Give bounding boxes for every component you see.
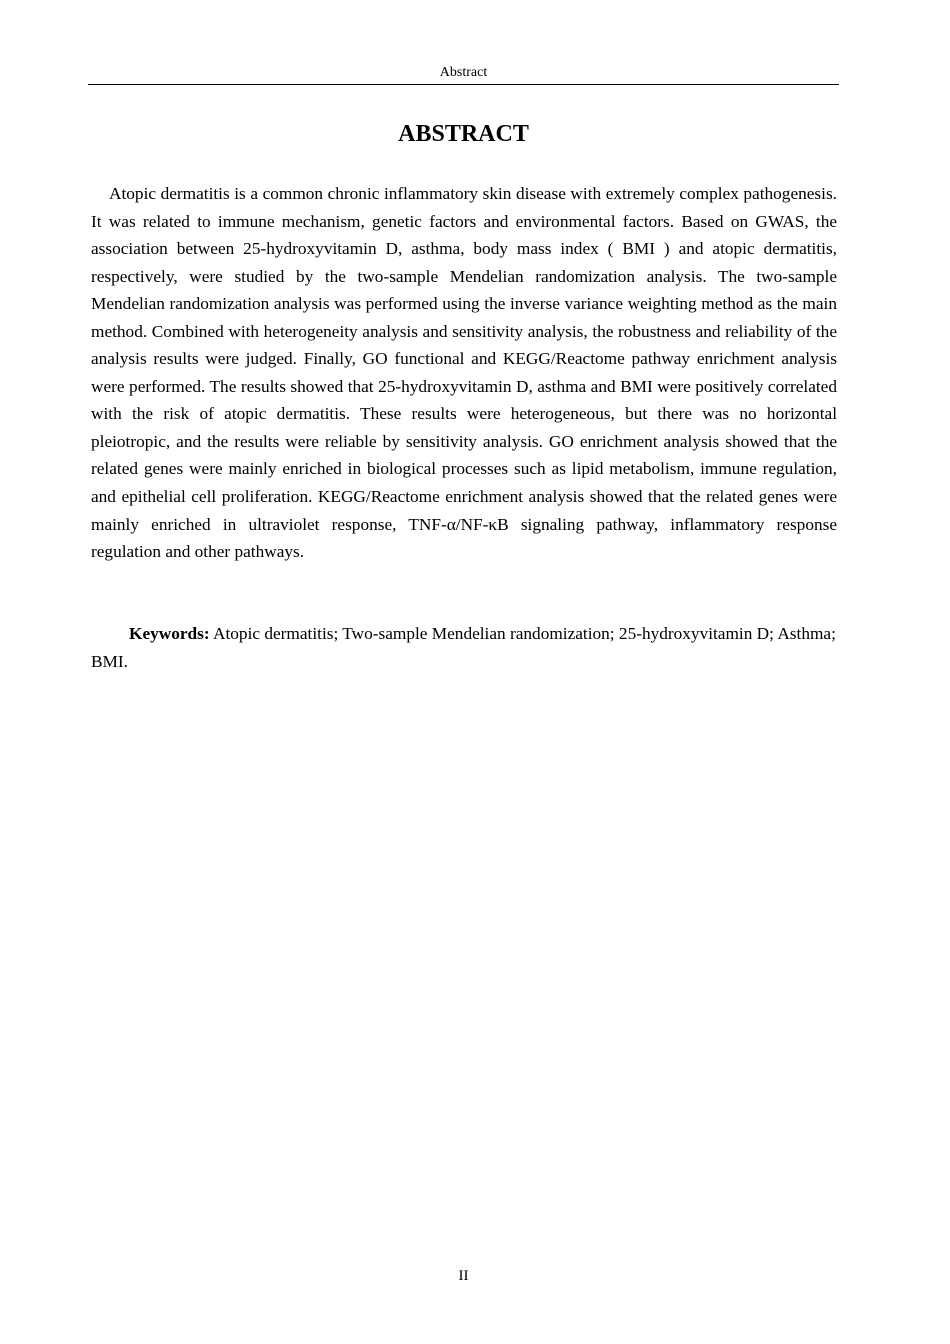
keywords-text: Atopic dermatitis; Two-sample Mendelian randomization; 25-hydroxyvitamin D; Asthma; BMI.	[91, 624, 836, 671]
page-number: II	[458, 1268, 469, 1284]
header-rule	[88, 84, 839, 85]
abstract-body: Atopic dermatitis is a common chronic inflammatory skin disease with extremely complex pathogenesis. It was related to immune mechanism, genetic factors and environmental factors. Based on GWAS, the association between 25-hydroxyvitamin D, asthma, body mass index ( BMI ) and atopic dermatitis, respectively, were studied by the two-sample Mendelian randomization analysis. The two-sample Mendelian randomization analysis was performed using the inverse variance weighting method as the main method. Combined with heterogeneity analysis and sensitivity analysis, the robustness and reliability of the analysis results were judged. Finally, GO functional and KEGG/Reactome pathway enrichment analysis were performed. The results showed that 25-hydroxyvitamin D, asthma and BMI were positively correlated with the risk of atopic dermatitis. These results were heterogeneous, but there was no horizontal pleiotropic, and the results were reliable by sensitivity analysis. GO enrichment analysis showed that the related genes were mainly enriched in biological processes such as lipid metabolism, immune regulation, and epithelial cell proliferation. KEGG/Reactome enrichment analysis showed that the related genes were mainly enriched in ultraviolet response, TNF-α/NF-κB signaling pathway, inflammatory response regulation and other pathways.	[91, 184, 837, 562]
running-header: Abstract	[439, 65, 488, 80]
keywords-label: Keywords:	[129, 624, 210, 643]
abstract-title: ABSTRACT	[398, 121, 529, 147]
keywords-paragraph	[91, 620, 837, 675]
